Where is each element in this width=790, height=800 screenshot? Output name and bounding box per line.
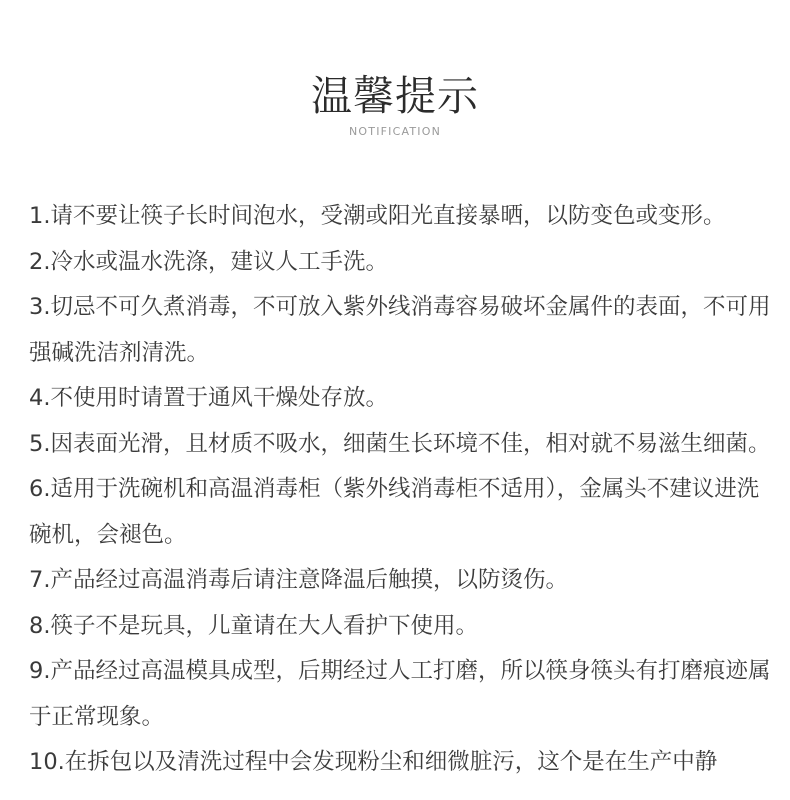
note-item-7: 7.产品经过高温消毒后请注意降温后触摸，以防烫伤。: [29, 567, 568, 593]
notes-list: [29, 194, 775, 786]
note-item-2: 2.冷水或温水洗涤，建议人工手洗。: [29, 248, 388, 275]
note-item-8: 8.筷子不是玩具，儿童请在大人看护下使用。: [29, 612, 478, 639]
page-title: 温馨提示: [311, 72, 479, 120]
note-item-5: 5.因表面光滑，且材质不吸水，细菌生长环境不佳，相对就不易滋生细菌。: [29, 430, 771, 457]
page-subtitle: NOTIFICATION: [348, 125, 442, 138]
heading: [0, 70, 790, 139]
note-item-4: 4.不使用时请置于通风干燥处存放。: [29, 385, 388, 411]
note-item-9: 9.产品经过高温模具成型，后期经过人工打磨，所以筷身筷头有打磨痕迹属于正常现象。: [29, 658, 771, 730]
note-item-1: 1.请不要让筷子长时间泡水，受潮或阳光直接暴晒，以防变色或变形。: [29, 203, 726, 229]
note-item-10: 10.在拆包以及清洗过程中会发现粉尘和细微脏污，这个是在生产中静: [29, 749, 718, 775]
note-item-6: 6.适用于洗碗机和高温消毒柜（紫外线消毒柜不适用），金属头不建议进洗碗机，会褪色。: [29, 476, 760, 548]
note-item-3: 3.切忌不可久煮消毒，不可放入紫外线消毒容易破坏金属件的表面，不可用强碱洗洁剂清洗。: [29, 294, 771, 366]
